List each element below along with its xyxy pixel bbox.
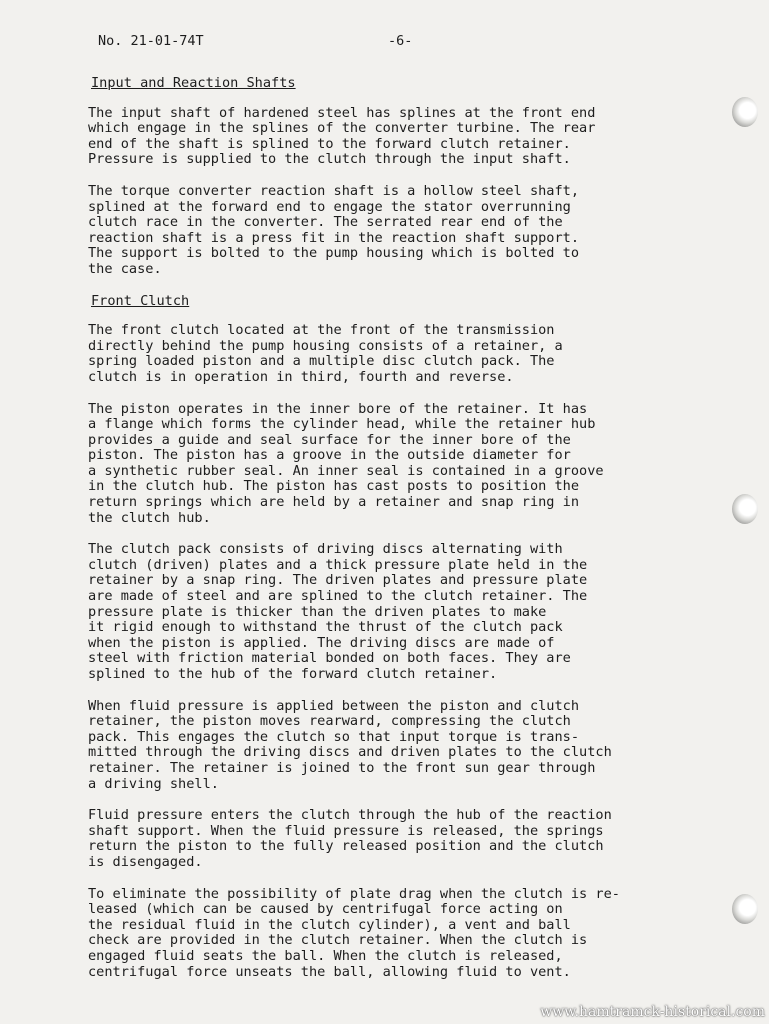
- text-line: splined to the hub of the forward clutch retainer.: [88, 666, 498, 682]
- text-line: which engage in the splines of the converter turbine. The rear: [88, 120, 596, 137]
- paragraph: [88, 184, 698, 278]
- text-line: the clutch hub.: [88, 509, 211, 526]
- page-number: -6-: [388, 33, 413, 49]
- text-line: clutch (driven) plates and a thick pressure plate held in the: [88, 556, 588, 573]
- text-line: The input shaft of hardened steel has splines at the front end: [88, 104, 596, 121]
- paragraph: [88, 106, 698, 168]
- text-line: end of the shaft is splined to the forward clutch retainer.: [88, 135, 571, 152]
- text-line: the case.: [88, 260, 162, 277]
- punch-hole-top: [732, 97, 758, 127]
- document-number: No. 21-01-74T: [98, 33, 204, 49]
- text-line: the residual fluid in the clutch cylinder), a vent and ball: [88, 916, 571, 933]
- text-line: a flange which forms the cylinder head, while the retainer hub: [88, 416, 596, 433]
- text-line: The clutch pack consists of driving discs alternating with: [88, 541, 563, 558]
- text-line: a driving shell.: [88, 775, 219, 792]
- text-line: When fluid pressure is applied between the piston and clutch: [88, 697, 580, 714]
- punch-hole-bottom: [732, 894, 758, 924]
- paragraph: [88, 402, 698, 527]
- text-line: provides a guide and seal surface for the inner bore of the: [88, 431, 571, 448]
- text-line: The torque converter reaction shaft is a hollow steel shaft,: [88, 182, 580, 199]
- text-line: a synthetic rubber seal. An inner seal is contained in a groove: [88, 462, 604, 479]
- section-heading: Front Clutch: [91, 292, 190, 309]
- text-line: The support is bolted to the pump housing which is bolted to: [88, 245, 580, 262]
- text-line: return the piston to the fully released position and the clutch: [88, 838, 604, 855]
- text-line: Fluid pressure enters the clutch through the hub of the reaction: [88, 807, 612, 824]
- text-line: engaged fluid seats the ball. When the clutch is released,: [88, 947, 563, 964]
- text-line: directly behind the pump housing consists of a retainer, a: [88, 337, 563, 354]
- text-line: steel with friction material bonded on both faces. They are: [88, 650, 571, 667]
- text-line: clutch race in the converter. The serrated rear end of the: [88, 214, 563, 231]
- paragraph: [88, 808, 698, 870]
- document-body: [88, 76, 698, 996]
- text-line: The front clutch located at the front of the transmission: [88, 322, 555, 339]
- text-line: is disengaged.: [88, 853, 203, 870]
- text-line: in the clutch hub. The piston has cast posts to position the: [88, 478, 580, 495]
- website-watermark: www.hamtramck-historical.com: [540, 1004, 765, 1020]
- paragraph: [88, 323, 698, 385]
- paragraph: [88, 542, 698, 682]
- text-line: check are provided in the clutch retainer. When the clutch is: [88, 932, 588, 949]
- text-line: retainer by a snap ring. The driven plates and pressure plate: [88, 572, 588, 589]
- text-line: centrifugal force unseats the ball, allowing fluid to vent.: [88, 963, 571, 980]
- text-line: shaft support. When the fluid pressure is released, the springs: [88, 822, 604, 839]
- text-line: pressure plate is thicker than the driven plates to make: [88, 603, 547, 620]
- text-line: when the piston is applied. The driving discs are made of: [88, 634, 555, 651]
- paragraph: [88, 887, 698, 981]
- punch-hole-middle: [732, 494, 758, 524]
- page-header: [98, 33, 413, 49]
- text-line: pack. This engages the clutch so that input torque is trans-: [88, 728, 580, 745]
- section-heading: Input and Reaction Shafts: [91, 75, 296, 91]
- text-line: retainer. The retainer is joined to the front sun gear through: [88, 759, 596, 776]
- text-line: are made of steel and are splined to the clutch retainer. The: [88, 588, 588, 605]
- text-line: mitted through the driving discs and driven plates to the clutch: [88, 744, 612, 761]
- text-line: retainer, the piston moves rearward, compressing the clutch: [88, 713, 571, 730]
- paragraph: [88, 699, 698, 793]
- text-line: it rigid enough to withstand the thrust of the clutch pack: [88, 619, 563, 636]
- text-line: The piston operates in the inner bore of the retainer. It has: [88, 400, 588, 417]
- text-line: spring loaded piston and a multiple disc clutch pack. The: [88, 353, 555, 370]
- text-line: clutch is in operation in third, fourth and reverse.: [88, 368, 514, 385]
- text-line: Pressure is supplied to the clutch through the input shaft.: [88, 151, 571, 168]
- text-line: splined at the forward end to engage the stator overrunning: [88, 198, 571, 215]
- text-line: To eliminate the possibility of plate drag when the clutch is re-: [88, 885, 620, 902]
- text-line: piston. The piston has a groove in the outside diameter for: [88, 447, 571, 464]
- text-line: reaction shaft is a press fit in the reaction shaft support.: [88, 229, 580, 246]
- text-line: leased (which can be caused by centrifugal force acting on: [88, 901, 563, 918]
- text-line: return springs which are held by a retainer and snap ring in: [88, 494, 580, 511]
